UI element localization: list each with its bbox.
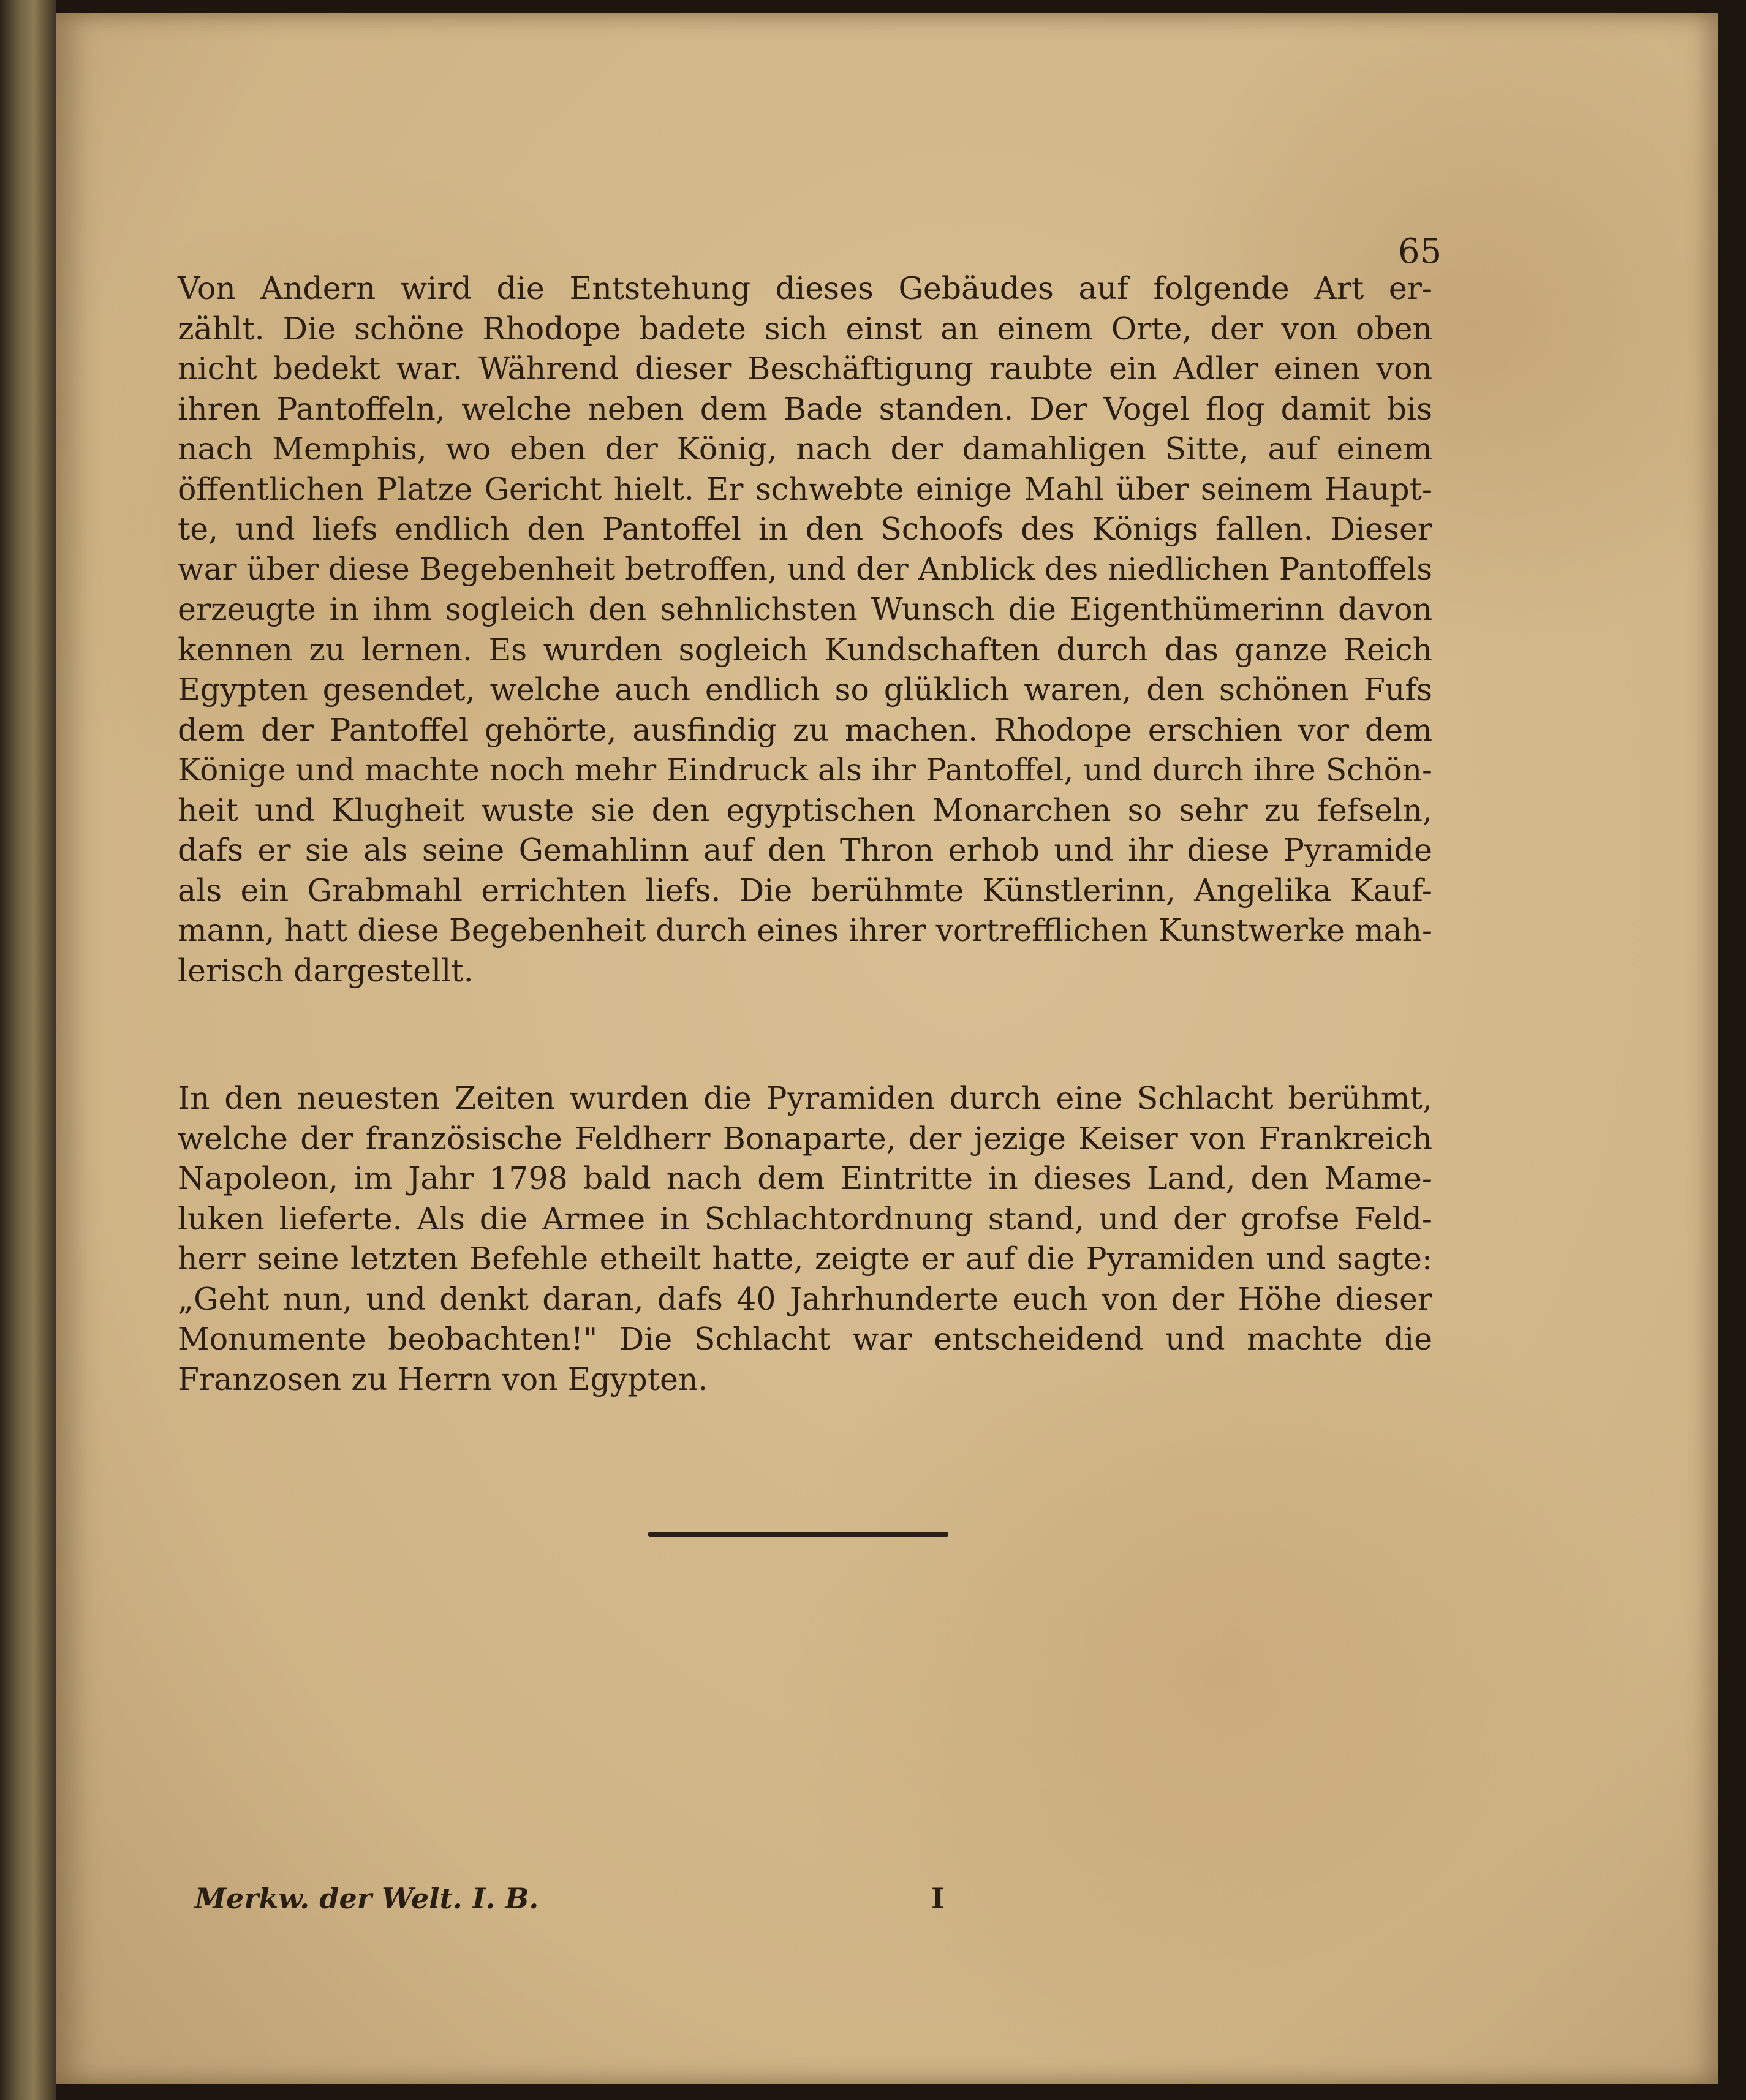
text-line: mann, hatt diese Begebenheit durch eines ihrer vortrefflichen Kunstwerke mah- <box>178 912 1432 948</box>
text-line: te, und liefs endlich den Pantoffel in den Schoofs des Königs fallen. Dieser <box>178 511 1432 547</box>
text-line: welche der französische Feldherr Bonaparte, der jezige Keiser von Frankreich <box>178 1120 1432 1157</box>
text-line: nach Memphis, wo eben der König, nach der damahligen Sitte, auf einem <box>178 431 1432 467</box>
gathering-letter: I <box>931 1882 945 1915</box>
text-line: Egypten gesendet, welche auch endlich so glüklich waren, den schönen Fufs <box>178 671 1432 708</box>
text-line: herr seine letzten Befehle etheilt hatte, zeigte er auf die Pyramiden und sagte: <box>178 1241 1432 1277</box>
text-line: Könige und machte noch mehr Eindruck als ihr Pantoffel, und durch ihre Schön- <box>178 752 1432 788</box>
text-line: Monumente beobachten!" Die Schlacht war entscheidend und machte die <box>178 1321 1432 1357</box>
text-line: luken lieferte. Als die Armee in Schlachtordnung stand, und der grofse Feld- <box>178 1200 1432 1237</box>
book-spine-edge <box>0 0 56 2100</box>
text-line: öffentlichen Platze Gericht hielt. Er schwebte einige Mahl über seinem Haupt- <box>178 470 1432 507</box>
text-line: ihren Pantoffeln, welche neben dem Bade standen. Der Vogel flog damit bis <box>178 390 1432 427</box>
text-line: Napoleon, im Jahr 1798 bald nach dem Eintritte in dieses Land, den Mame- <box>178 1160 1432 1196</box>
section-divider <box>648 1532 948 1537</box>
text-line: war über diese Begebenheit betroffen, und der Anblick des niedlichen Pantoffels <box>178 551 1432 587</box>
text-line: zählt. Die schöne Rhodope badete sich einst an einem Orte, der von oben <box>178 310 1432 347</box>
text-line: dafs er sie als seine Gemahlinn auf den Thron erhob und ihr diese Pyramide <box>178 832 1432 868</box>
signature-mark: Merkw. der Welt. I. B. <box>195 1882 539 1915</box>
text-line: dem der Pantoffel gehörte, ausfindig zu machen. Rhodope erschien vor dem <box>178 711 1432 748</box>
text-line: lerisch dargestellt. <box>178 952 474 989</box>
text-line: Franzosen zu Herrn von Egypten. <box>178 1361 708 1397</box>
page-number: 65 <box>1398 232 1442 271</box>
paragraph-2 <box>178 1078 1432 1399</box>
text-line: „Geht nun, und denkt daran, dafs 40 Jahrhunderte euch von der Höhe dieser <box>178 1280 1432 1317</box>
text-line: In den neuesten Zeiten wurden die Pyramiden durch eine Schlacht berühmt, <box>178 1080 1432 1116</box>
text-line: erzeugte in ihm sogleich den sehnlichsten Wunsch die Eigenthümerinn davon <box>178 591 1432 627</box>
text-line: Von Andern wird die Entstehung dieses Gebäudes auf folgende Art er- <box>178 270 1432 306</box>
text-line: als ein Grabmahl errichten liefs. Die berühmte Künstlerinn, Angelika Kauf- <box>178 872 1432 908</box>
text-line: heit und Klugheit wuste sie den egyptischen Monarchen so sehr zu fefseln, <box>178 791 1432 828</box>
text-line: kennen zu lernen. Es wurden sogleich Kundschaften durch das ganze Reich <box>178 631 1432 668</box>
paragraph-1 <box>178 268 1432 991</box>
text-line: nicht bedekt war. Während dieser Beschäftigung raubte ein Adler einen von <box>178 350 1432 387</box>
